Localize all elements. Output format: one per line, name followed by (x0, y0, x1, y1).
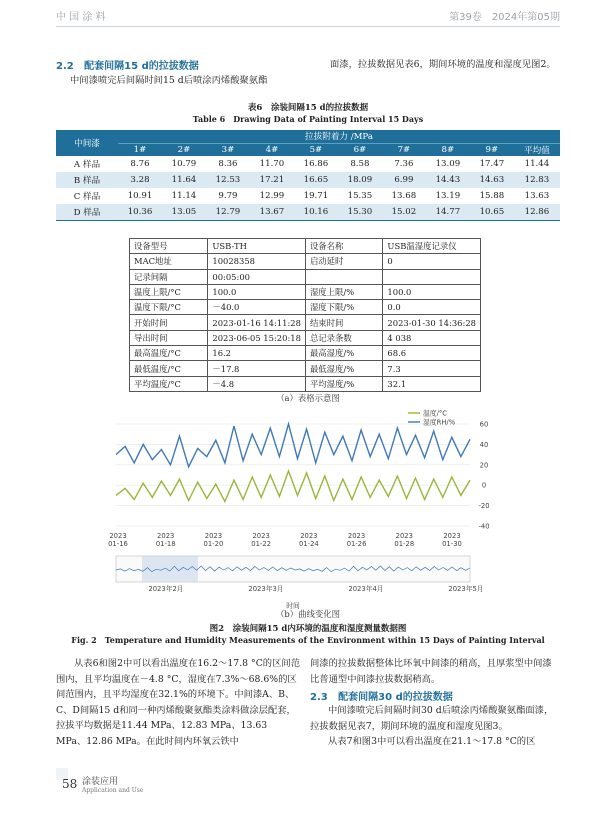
navigator-label: 2023年4月 (348, 585, 384, 593)
x-tick-label: 01-16 (108, 540, 128, 548)
table-cell: 16.65 (294, 172, 338, 188)
table-cell: 12.99 (250, 188, 294, 204)
row-label: A 样品 (56, 156, 118, 172)
paragraph-right-top: 面漆，拉拔数据见表6，期间环境的温度和湿度见图2。 (330, 59, 556, 70)
table-cell: 最高湿度/% (305, 346, 382, 361)
table-cell: 8.36 (206, 156, 250, 172)
table-cell: 14.77 (426, 204, 470, 220)
table-cell: 2023-01-16 14:11:28 (208, 315, 306, 330)
column-header: 9# (470, 143, 514, 156)
column-header: 1# (118, 143, 162, 156)
row-header: 中间漆 (56, 130, 118, 156)
table-cell: 10.65 (470, 204, 514, 220)
table-row (130, 346, 481, 361)
table6 (56, 130, 560, 221)
section-title: 配套间隔15 d的拉拔数据 (84, 61, 199, 72)
table-cell: 记录间隔 (130, 269, 208, 284)
paragraph-bottom-right: 中间漆喷完后间隔时间30 d后喷涂丙烯酸聚氨酯面漆，拉拔数据见表7，期间环境的温度和湿度见图3。 (310, 705, 554, 732)
table-cell: 平均湿度/% (305, 376, 382, 391)
issue-info: 第39卷 2024年第05期 (449, 12, 560, 23)
table-cell: 17.47 (470, 156, 514, 172)
chart-svg (108, 408, 498, 618)
table-row (130, 376, 481, 391)
table-cell: 开始时间 (130, 315, 208, 330)
x-tick-label: 01-20 (203, 540, 224, 548)
table-cell: 最低温度/°C (130, 361, 208, 376)
x-tick-label: 01-30 (442, 540, 462, 548)
x-tick-label: 2023 (109, 532, 127, 540)
x-tick-label: 01-18 (155, 540, 176, 548)
footer-journal-cn: 涂装应用 (82, 777, 119, 787)
table-cell: 6.99 (382, 172, 426, 188)
y-tick-label: 60 (479, 420, 489, 429)
column-header: 7# (382, 143, 426, 156)
x-tick-label: 2023 (443, 532, 461, 540)
table-cell: 00:05:00 (208, 269, 306, 284)
y-tick-label: -40 (478, 522, 490, 531)
table-cell: 启动延时 (305, 254, 382, 269)
x-tick-label: 01-26 (346, 540, 367, 548)
figure2-caption-cn: 图2 涂装间隔15 d内环境的温度和湿度测量数据图 (209, 624, 407, 634)
y-tick-label: 40 (479, 440, 489, 449)
table-cell: 15.88 (470, 188, 514, 204)
section-number: 2.3 (310, 692, 328, 703)
table-cell: 11.44 (514, 156, 560, 172)
table-cell: 12.86 (514, 204, 560, 220)
table-cell: MAC地址 (130, 254, 208, 269)
legend-label: 湿度RH/% (423, 418, 456, 427)
table-cell: 15.30 (338, 204, 382, 220)
footer-journal-en: Application and Use (82, 787, 144, 794)
x-tick-label: 2023 (347, 532, 366, 540)
x-tick-label: 01-28 (394, 540, 415, 548)
table-cell: 导出时间 (130, 330, 208, 345)
table-cell: 11.14 (162, 188, 206, 204)
table6-caption-cn: 表6 涂装间隔15 d的拉拔数据 (247, 103, 369, 113)
navigator-label: 2023年2月 (148, 585, 184, 593)
header-rule (56, 26, 560, 27)
table-row (130, 239, 481, 254)
table6-header-row (56, 130, 560, 143)
table-cell: 最低湿度/% (305, 361, 382, 376)
table-cell: 16.2 (208, 346, 306, 361)
table-cell: 0.0 (383, 300, 481, 315)
table-cell: 平均温度/°C (130, 376, 208, 391)
table-cell: 12.79 (206, 204, 250, 220)
table-cell: 10.36 (118, 204, 162, 220)
page-number: 58 (62, 777, 78, 791)
table-cell: 14.63 (470, 172, 514, 188)
table-cell: 13.67 (250, 204, 294, 220)
table-cell: 结束时间 (305, 315, 382, 330)
table-cell: 18.09 (338, 172, 382, 188)
table-cell: 7.3 (383, 361, 481, 376)
column-header: 6# (338, 143, 382, 156)
table6-column-row (56, 143, 560, 156)
table-cell: USB-TH (208, 239, 306, 254)
series-line-humidity (116, 424, 470, 467)
table-row (130, 254, 481, 269)
column-header: 4# (250, 143, 294, 156)
y-tick-label: 20 (479, 461, 489, 470)
table-cell: 2023-01-30 14:36:28 (383, 315, 481, 330)
table-row (130, 284, 481, 299)
section-title: 配套间隔30 d的拉拔数据 (338, 692, 453, 703)
table-cell: 13.68 (382, 188, 426, 204)
row-label: B 样品 (56, 172, 118, 188)
table-cell: 32.1 (383, 376, 481, 391)
table-cell: 12.53 (206, 172, 250, 188)
table-row (130, 269, 481, 284)
table-cell: －4.8 (208, 376, 306, 391)
legend-label: 温度/°C (423, 409, 448, 418)
navigator-selection (142, 556, 198, 582)
x-tick-label: 2023 (252, 532, 270, 540)
x-tick-label: 01-24 (298, 540, 319, 548)
y-tick-label: 0 (481, 481, 487, 490)
table-cell: 9.79 (206, 188, 250, 204)
table-cell: 17.21 (250, 172, 294, 188)
navigator-label: 2023年3月 (248, 585, 284, 593)
table-row (56, 188, 560, 204)
group-header: 拉拔附着力 /MPa (118, 130, 560, 143)
series-line-temperature (116, 471, 470, 502)
paragraph-bottom-right-intro: 间漆的拉拔数据整体比环氧中间漆的稍高，且厚浆型中间漆比普通型中间漆拉拔数据稍高。 (310, 658, 552, 685)
table-cell: 100.0 (383, 284, 481, 299)
table-cell (383, 269, 481, 284)
table-cell: 0 (383, 254, 481, 269)
table-cell: 19.71 (294, 188, 338, 204)
table-cell: USB温湿度记录仪 (383, 239, 481, 254)
table-cell: 68.6 (383, 346, 481, 361)
figure2a-caption: （a）表格示意图 (276, 393, 340, 403)
section-heading-2-3 (310, 688, 453, 703)
table-cell: 总记录条数 (305, 330, 382, 345)
table-row (56, 172, 560, 188)
table-cell: 13.63 (514, 188, 560, 204)
x-tick-label: 2023 (395, 532, 413, 540)
x-tick-label: 01-22 (251, 540, 272, 548)
row-label: C 样品 (56, 188, 118, 204)
table-cell: 设备名称 (305, 239, 382, 254)
x-tick-label: 2023 (157, 532, 175, 540)
table-cell: 13.09 (426, 156, 470, 172)
column-header: 2# (162, 143, 206, 156)
row-label: D 样品 (56, 204, 118, 220)
table-cell: 3.28 (118, 172, 162, 188)
table-cell: 湿度上限/% (305, 284, 382, 299)
table-cell: 12.83 (514, 172, 560, 188)
table-cell: －40.0 (208, 300, 306, 315)
column-header: 平均值 (514, 143, 560, 156)
table-cell: 10.91 (118, 188, 162, 204)
table-cell: 2023-06-05 15:20:18 (208, 330, 306, 345)
table-cell: 8.76 (118, 156, 162, 172)
section-number: 2.2 (56, 61, 74, 72)
column-header: 8# (426, 143, 470, 156)
table6-caption-en: Table 6 Drawing Data of Painting Interval 15 Days (192, 114, 424, 124)
table-row (130, 361, 481, 376)
table-row (130, 300, 481, 315)
figure2b-caption: （b）曲线变化图 (276, 609, 340, 619)
table-cell: 13.19 (426, 188, 470, 204)
table-cell: 7.36 (382, 156, 426, 172)
y-tick-label: -20 (478, 502, 490, 511)
figure2-caption-en: Fig. 2 Temperature and Humidity Measurements of the Environment within 15 Days of Painting Interval (71, 635, 545, 645)
table-cell: 温度上限/°C (130, 284, 208, 299)
temperature-humidity-chart (108, 408, 498, 618)
paragraph-bottom-right-2: 从表7和图3中可以看出温度在21.1～17.8 °C的区 (328, 736, 536, 747)
table-row (56, 156, 560, 172)
table-cell: 温度下限/°C (130, 300, 208, 315)
table-row (56, 204, 560, 220)
table-cell: －17.8 (208, 361, 306, 376)
x-tick-label: 2023 (204, 532, 223, 540)
table-cell: 11.70 (250, 156, 294, 172)
journal-name: 中 国 涂 料 (56, 12, 106, 23)
column-header: 3# (206, 143, 250, 156)
table-cell: 设备型号 (130, 239, 208, 254)
section-heading-2-2 (56, 57, 199, 72)
measurement-table (129, 238, 481, 392)
x-tick-label: 2023 (300, 532, 318, 540)
paragraph-2-2: 中间漆喷完后间隔时间15 d后喷涂丙烯酸聚氨酯 (70, 75, 268, 86)
table-cell: 10.79 (162, 156, 206, 172)
table-cell: 16.86 (294, 156, 338, 172)
table-cell: 13.05 (162, 204, 206, 220)
table-row (130, 330, 481, 345)
table-cell: 10028358 (208, 254, 306, 269)
table-cell: 100.0 (208, 284, 306, 299)
table-cell: 15.02 (382, 204, 426, 220)
table-cell: 14.43 (426, 172, 470, 188)
table-cell: 15.35 (338, 188, 382, 204)
table-row (130, 315, 481, 330)
table-cell: 11.64 (162, 172, 206, 188)
navigator-label: 2023年5月 (448, 585, 484, 593)
table-cell: 湿度下限/% (305, 300, 382, 315)
table-cell (305, 269, 382, 284)
table6-body (56, 156, 560, 220)
table-cell: 最高温度/°C (130, 346, 208, 361)
table-cell: 8.58 (338, 156, 382, 172)
table-cell: 10.16 (294, 204, 338, 220)
paragraph-bottom-left: 从表6和图2中可以看出温度在16.2～17.8 °C的区间范围内，且平均温度在－4.8 °C，湿度在7.3%～68.6%的区间范围内，且平均湿度在32.1%的环境下。中间漆A、B、C、D间隔15 d和同一种丙烯酸聚氨酯类涂料做涂层配套，拉拔平均数据是11.44 MPa、12.83 MPa、13.63 MPa、12.86 MPa。在此时间内环氧云铁中 (56, 658, 300, 747)
column-header: 5# (294, 143, 338, 156)
x-axis-label: 时间 (286, 602, 300, 610)
table-cell: 4 038 (383, 330, 481, 345)
